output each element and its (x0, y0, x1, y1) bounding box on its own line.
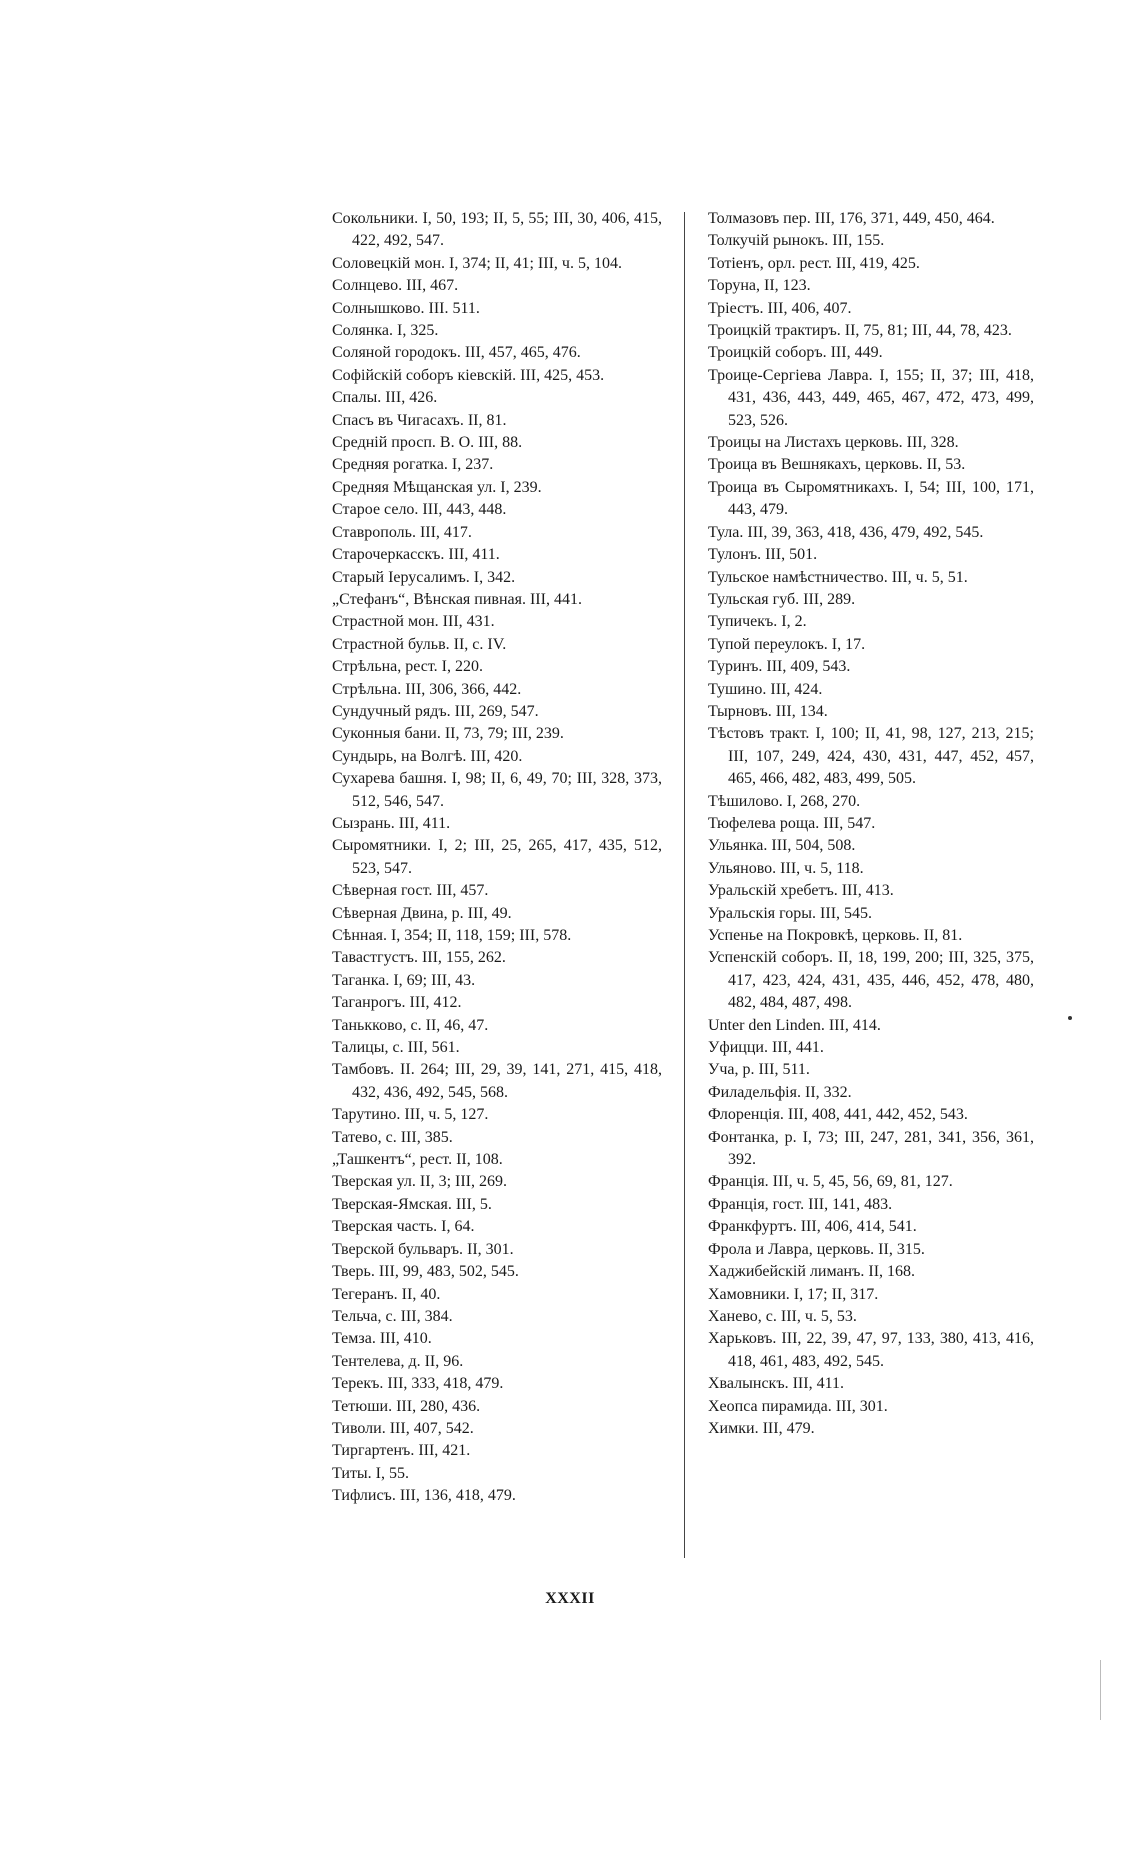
index-entry: Сокольники. I, 50, 193; II, 5, 55; III, 30, 406, 415, 422, 492, 547. (332, 210, 662, 250)
index-entry: Хвалынскъ. III, 411. (708, 1375, 844, 1393)
index-entry: Ульянка. III, 504, 508. (708, 837, 856, 855)
index-entry: Солнышково. III. 511. (332, 299, 480, 317)
index-entry: Тула. III, 39, 363, 418, 436, 479, 492, 545. (708, 523, 984, 541)
index-entry: Франція, гост. III, 141, 483. (708, 1195, 893, 1213)
index-entry: Татево, с. III, 385. (332, 1128, 453, 1146)
index-entry: Старочеркасскъ. III, 411. (332, 546, 500, 564)
index-entry: Суконныя бани. II, 73, 79; III, 239. (332, 725, 564, 743)
index-entry: Средняя рогатка. I, 237. (332, 456, 494, 474)
index-entry: „Стефанъ“, Вѣнская пивная. III, 441. (332, 590, 582, 608)
index-entry: Тѣстовъ тракт. I, 100; II, 41, 98, 127, 213, 215; III, 107, 249, 424, 430, 431, 447, 452, 457, 465, 466, 482, 483, 499, 505. (708, 725, 1034, 788)
index-entry: Средняя Мѣщанская ул. I, 239. (332, 478, 542, 496)
index-entry: Тиволи. III, 407, 542. (332, 1419, 474, 1437)
index-entry: Сыромятники. I, 2; III, 25, 265, 417, 435, 512, 523, 547. (332, 837, 662, 877)
index-entry: Тюфелева роща. III, 547. (708, 814, 876, 832)
index-entry: Троицкій трактиръ. II, 75, 81; III, 44, 78, 423. (708, 322, 1012, 340)
index-entry: Тушино. III, 424. (708, 680, 823, 698)
index-entry: Тупичекъ. I, 2. (708, 613, 807, 631)
index-entry: Толкучій рынокъ. III, 155. (708, 232, 885, 250)
index-entry: Сѣнная. I, 354; II, 118, 159; III, 578. (332, 927, 572, 944)
index-entry: Уча, р. III, 511. (708, 1061, 810, 1079)
index-entry: Темза. III, 410. (332, 1330, 432, 1348)
index-entry: Таганка. I, 69; III, 43. (332, 971, 476, 989)
index-entry: Тырновъ. III, 134. (708, 702, 828, 720)
index-entry: Ульяново. III, ч. 5, 118. (708, 859, 864, 877)
index-entry: Соловецкій мон. I, 374; II, 41; III, ч. 5, 104. (332, 254, 622, 272)
index-entry: Средній просп. В. О. III, 88. (332, 434, 523, 452)
index-entry: Тифлисъ. III, 136, 418, 479. (332, 1487, 516, 1505)
index-entry: Тульская губ. III, 289. (708, 590, 856, 608)
index-entry: Сундучный рядъ. III, 269, 547. (332, 702, 539, 720)
index-entry: Сухарева башня. I, 98; II, 6, 49, 70; III, 328, 373, 512, 546, 547. (332, 770, 662, 810)
column-divider (684, 212, 685, 1558)
index-entry: Химки. III, 479. (708, 1419, 815, 1437)
index-entry: Харьковъ. III, 22, 39, 47, 97, 133, 380, 413, 416, 418, 461, 483, 492, 545. (708, 1330, 1034, 1370)
index-entry: Тверь. III, 99, 483, 502, 545. (332, 1263, 519, 1281)
index-entry: Тверской бульваръ. II, 301. (332, 1240, 514, 1258)
index-entry: Тегеранъ. II, 40. (332, 1285, 441, 1303)
index-entry: Танькково, с. II, 46, 47. (332, 1016, 489, 1034)
index-entry: Соляной городокъ. III, 457, 465, 476. (332, 344, 581, 362)
index-entry: Тульское намѣстничество. III, ч. 5, 51. (708, 568, 968, 586)
index-entry: Франція. III, ч. 5, 45, 56, 69, 81, 127. (708, 1173, 953, 1191)
index-entry: Сѣверная гост. III, 457. (332, 882, 489, 900)
index-entry: Троица въ Сыромятникахъ. I, 54; III, 100, 171, 443, 479. (708, 478, 1034, 519)
index-entry: Сундырь, на Волгѣ. III, 420. (332, 747, 523, 765)
index-entry: Туринъ. III, 409, 543. (708, 658, 851, 676)
index-entry: Тентелева, д. II, 96. (332, 1352, 464, 1370)
index-entry: Филадельфія. II, 332. (708, 1083, 852, 1101)
index-entry: Терекъ. III, 333, 418, 479. (332, 1375, 504, 1393)
index-entry: Стрѣльна, рест. I, 220. (332, 658, 483, 676)
index-entry: Уральскія горы. III, 545. (708, 904, 873, 922)
index-entry: Ханево, с. III, ч. 5, 53. (708, 1307, 857, 1325)
index-entry: Тарутино. III, ч. 5, 127. (332, 1106, 489, 1124)
index-entry: Талицы, с. III, 561. (332, 1039, 460, 1057)
index-entry: Троицы на Листахъ церковь. III, 328. (708, 434, 959, 452)
index-entry: Тѣшилово. I, 268, 270. (708, 792, 861, 810)
index-entry: Хеопса пирамида. III, 301. (708, 1397, 888, 1415)
index-entry: Тріестъ. III, 406, 407. (708, 299, 852, 317)
index-entry: Старый Іерусалимъ. I, 342. (332, 568, 516, 586)
index-entry: Солянка. I, 325. (332, 322, 439, 340)
index-entry: Страстной мон. III, 431. (332, 613, 495, 631)
index-entry: Троица въ Вешнякахъ, церковь. II, 53. (708, 456, 966, 474)
index-entry: Тупой переулокъ. I, 17. (708, 635, 866, 653)
index-entry: Сызрань. III, 411. (332, 814, 451, 832)
index-entry: Тулонъ. III, 501. (708, 546, 818, 564)
index-entry: Успенье на Покровкѣ, церковь. II, 81. (708, 927, 963, 944)
index-entry: Тотіенъ, орл. рест. III, 419, 425. (708, 254, 920, 272)
index-entry: Старое село. III, 443, 448. (332, 501, 507, 519)
index-entry: Хаджибейскій лиманъ. II, 168. (708, 1263, 916, 1281)
index-entry: Тиргартенъ. III, 421. (332, 1442, 471, 1460)
index-entry: Флоренція. III, 408, 441, 442, 452, 543. (708, 1106, 968, 1124)
index-entry: Таганрогъ. III, 412. (332, 994, 462, 1012)
index-entry: Тверская ул. II, 3; III, 269. (332, 1173, 507, 1191)
ink-speck (1068, 1016, 1072, 1020)
index-entry: Успенскій соборъ. II, 18, 199, 200; III, 325, 375, 417, 423, 424, 431, 435, 446, 452, 478, 480, 482, 484, 487, 498. (708, 949, 1034, 1012)
index-column-right (708, 208, 1034, 1440)
index-entry: Стрѣльна. III, 306, 366, 442. (332, 680, 522, 698)
index-entry: Уральскій хребетъ. III, 413. (708, 882, 894, 900)
index-entry: „Ташкентъ“, рест. II, 108. (332, 1151, 503, 1169)
index-entry: Тверская-Ямская. III, 5. (332, 1195, 492, 1213)
page-number: XXXII (545, 1590, 595, 1607)
index-entry: Спалы. III, 426. (332, 389, 438, 407)
index-entry: Франкфуртъ. III, 406, 414, 541. (708, 1218, 917, 1236)
index-entry: Солнцево. III, 467. (332, 277, 459, 295)
index-entry: Ставрополь. III, 417. (332, 523, 472, 541)
index-entry: Тамбовъ. II. 264; III, 29, 39, 141, 271, 415, 418, 432, 436, 492, 545, 568. (332, 1061, 662, 1101)
index-entry: Хамовники. I, 17; II, 317. (708, 1285, 879, 1303)
index-entry: Толмазовъ пер. III, 176, 371, 449, 450, 464. (708, 210, 995, 227)
index-entry: Фрола и Лавра, церковь. II, 315. (708, 1240, 925, 1258)
index-entry: Титы. I, 55. (332, 1464, 410, 1482)
index-column-left (332, 208, 662, 1508)
index-entry: Тетюши. III, 280, 436. (332, 1397, 481, 1415)
index-entry: Фонтанка, р. I, 73; III, 247, 281, 341, 356, 361, 392. (708, 1128, 1034, 1169)
index-entry: Троицкій соборъ. III, 449. (708, 344, 883, 362)
index-entry: Тавастгустъ. III, 155, 262. (332, 949, 506, 967)
scan-edge-mark (1100, 1660, 1101, 1720)
index-entry: Троице-Сергіева Лавра. I, 155; II, 37; III, 418, 431, 436, 443, 449, 465, 467, 472, 473, 499, 523, 526. (708, 366, 1034, 429)
index-entry: Unter den Linden. III, 414. (708, 1016, 881, 1034)
index-entry: Торуна, II, 123. (708, 277, 811, 295)
index-entry: Тверская часть. I, 64. (332, 1218, 475, 1236)
index-entry: Спасъ въ Чигасахъ. II, 81. (332, 411, 507, 429)
index-entry: Софійскій соборъ кіевскій. III, 425, 453. (332, 366, 605, 384)
index-entry: Тельча, с. III, 384. (332, 1307, 453, 1325)
index-entry: Уфицци. III, 441. (708, 1039, 824, 1057)
index-entry: Сѣверная Двина, р. III, 49. (332, 904, 512, 922)
index-entry: Страстной бульв. II, с. IV. (332, 635, 507, 653)
